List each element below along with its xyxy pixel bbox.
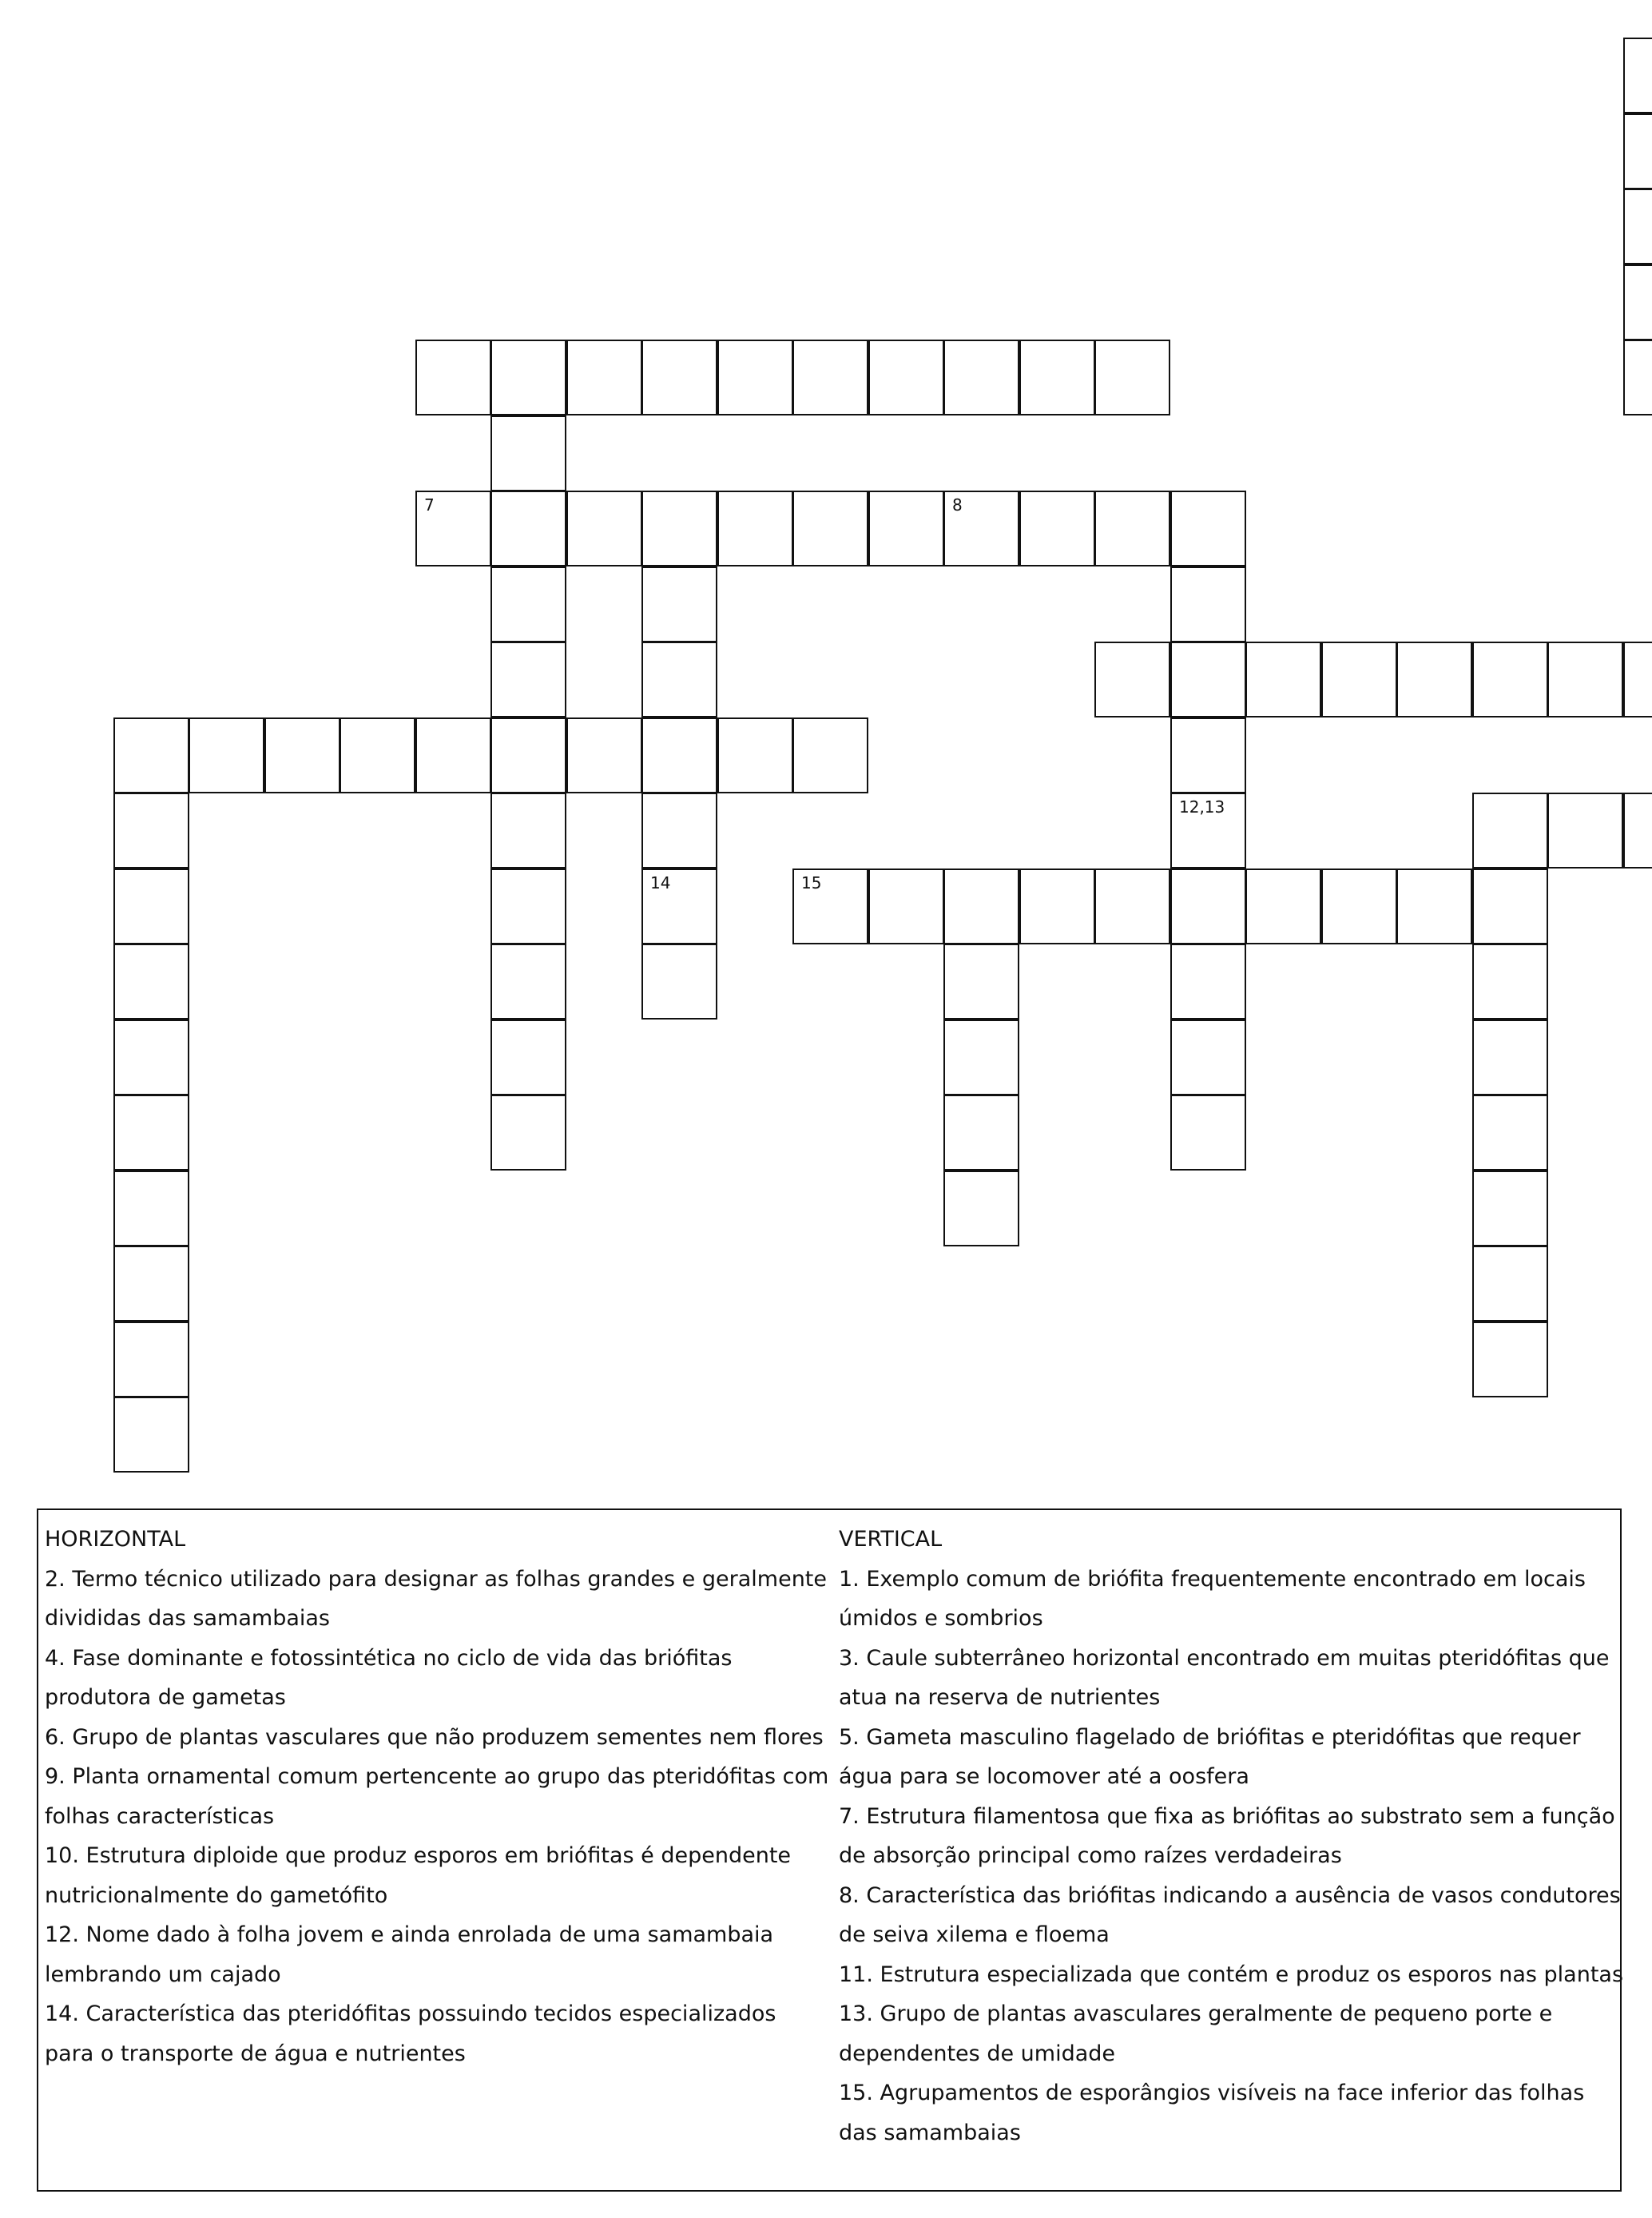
horizontal-clue-line: 10. Estrutura diploide que produz esporos em briófitas é dependente <box>45 1843 792 1868</box>
grid-cell[interactable] <box>415 491 491 566</box>
grid-cell[interactable] <box>868 491 944 566</box>
vertical-clue-line: de seiva xilema e floema <box>839 1922 1110 1947</box>
grid-cell[interactable] <box>490 793 566 869</box>
horizontal-clue-line: divididas das samambaias <box>45 1606 330 1631</box>
horizontal-clue-line: para o transporte de água e nutrientes <box>45 2041 466 2066</box>
grid-cell[interactable] <box>1321 869 1397 944</box>
grid-cell[interactable] <box>113 944 189 1020</box>
grid-cell[interactable] <box>1472 944 1548 1020</box>
grid-cell[interactable] <box>490 1020 566 1095</box>
grid-cell[interactable] <box>641 566 717 642</box>
grid-cell[interactable] <box>1094 642 1170 717</box>
vertical-clue-line: 3. Caule subterrâneo horizontal encontrado em muitas pteridófitas que <box>839 1645 1610 1671</box>
horizontal-clue-line: 14. Característica das pteridófitas possuindo tecidos especializados <box>45 2001 776 2026</box>
grid-cell[interactable] <box>641 869 717 944</box>
horizontal-heading: HORIZONTAL <box>45 1527 186 1552</box>
grid-cell[interactable] <box>1472 1246 1548 1322</box>
horizontal-clue-line: lembrando um cajado <box>45 1962 281 1987</box>
grid-cell[interactable] <box>1623 189 1652 264</box>
grid-cell[interactable] <box>1170 1095 1246 1171</box>
horizontal-clue-line: nutricionalmente do gametófito <box>45 1882 388 1908</box>
vertical-clue-line: 5. Gameta masculino flagelado de briófitas e pteridófitas que requer <box>839 1724 1581 1750</box>
grid-cell[interactable] <box>943 1095 1019 1171</box>
grid-cell[interactable] <box>641 717 717 793</box>
grid-cell[interactable] <box>1170 566 1246 642</box>
grid-cell[interactable] <box>943 1020 1019 1095</box>
grid-cell[interactable] <box>113 1171 189 1246</box>
vertical-clue-line: dependentes de umidade <box>839 2041 1116 2066</box>
horizontal-clues <box>45 1520 844 2073</box>
grid-cell[interactable] <box>1472 1095 1548 1171</box>
grid-cell[interactable] <box>1396 869 1472 944</box>
vertical-clue-line: água para se locomover até a oosfera <box>839 1764 1249 1789</box>
grid-cell[interactable] <box>113 717 189 793</box>
vertical-clues <box>839 1520 1638 2152</box>
grid-cell[interactable] <box>1472 642 1548 717</box>
horizontal-clue-line: 6. Grupo de plantas vasculares que não produzem sementes nem flores <box>45 1724 824 1750</box>
horizontal-clue-line: folhas características <box>45 1803 275 1829</box>
vertical-clue-line: 1. Exemplo comum de briófita frequentemente encontrado em locais <box>839 1566 1586 1592</box>
grid-cell[interactable] <box>943 491 1019 566</box>
grid-cell[interactable] <box>943 340 1019 415</box>
grid-cell[interactable] <box>1245 642 1321 717</box>
grid-cell[interactable] <box>868 869 944 944</box>
grid-cell[interactable] <box>1623 642 1652 717</box>
grid-cell[interactable] <box>566 340 642 415</box>
grid-cell[interactable] <box>113 869 189 944</box>
grid-cell[interactable] <box>717 340 793 415</box>
clue-number: 14 <box>650 873 671 892</box>
grid-cell[interactable] <box>490 717 566 793</box>
grid-cell[interactable] <box>490 944 566 1020</box>
grid-cell[interactable] <box>1170 642 1246 717</box>
clue-number: 8 <box>952 495 963 515</box>
grid-cell[interactable] <box>1170 1020 1246 1095</box>
grid-cell[interactable] <box>717 491 793 566</box>
vertical-clue-line: atua na reserva de nutrientes <box>839 1685 1161 1710</box>
grid-cell[interactable] <box>113 1095 189 1171</box>
grid-cell[interactable] <box>490 491 566 566</box>
grid-cell[interactable] <box>1170 717 1246 793</box>
clue-number: 7 <box>424 495 435 515</box>
grid-cell[interactable] <box>1245 869 1321 944</box>
grid-cell[interactable] <box>490 566 566 642</box>
grid-cell[interactable] <box>1094 340 1170 415</box>
grid-cell[interactable] <box>943 1171 1019 1246</box>
grid-cell[interactable] <box>113 1246 189 1322</box>
grid-cell[interactable] <box>1094 491 1170 566</box>
grid-cell[interactable] <box>717 717 793 793</box>
grid-cell[interactable] <box>1094 869 1170 944</box>
grid-cell[interactable] <box>868 340 944 415</box>
grid-cell[interactable] <box>1019 491 1095 566</box>
grid-cell[interactable] <box>1396 642 1472 717</box>
vertical-clue-line: de absorção principal como raízes verdadeiras <box>839 1843 1342 1868</box>
grid-cell[interactable] <box>641 944 717 1020</box>
vertical-clue-line: 8. Característica das briófitas indicando a ausência de vasos condutores <box>839 1882 1621 1908</box>
clues-box <box>37 1508 1622 2192</box>
grid-cell[interactable] <box>1170 944 1246 1020</box>
grid-cell[interactable] <box>1472 1322 1548 1397</box>
grid-cell[interactable] <box>1472 793 1548 869</box>
grid-cell[interactable] <box>189 717 264 793</box>
vertical-clue-line: 13. Grupo de plantas avasculares geralmente de pequeno porte e <box>839 2001 1553 2026</box>
grid-cell[interactable] <box>490 415 566 491</box>
grid-cell[interactable] <box>1623 264 1652 340</box>
vertical-clue-line: 15. Agrupamentos de esporângios visíveis na face inferior das folhas <box>839 2081 1585 2105</box>
grid-cell[interactable] <box>792 491 868 566</box>
grid-cell[interactable] <box>792 340 868 415</box>
vertical-clue-line: 7. Estrutura filamentosa que fixa as briófitas ao substrato sem a função <box>839 1803 1615 1829</box>
clue-number: 15 <box>801 873 822 892</box>
horizontal-clue-line: 12. Nome dado à folha jovem e ainda enrolada de uma samambaia <box>45 1922 774 1947</box>
grid-cell[interactable] <box>264 717 340 793</box>
clue-number: 12,13 <box>1179 797 1225 817</box>
grid-cell[interactable] <box>113 793 189 869</box>
grid-cell[interactable] <box>566 717 642 793</box>
horizontal-clue-line: 9. Planta ornamental comum pertencente ao grupo das pteridófitas com <box>45 1764 829 1789</box>
grid-cell[interactable] <box>1623 38 1652 113</box>
grid-cell[interactable] <box>1623 340 1652 415</box>
horizontal-clue-line: produtora de gametas <box>45 1685 286 1710</box>
grid-cell[interactable] <box>1321 642 1397 717</box>
grid-cell[interactable] <box>113 1020 189 1095</box>
grid-cell[interactable] <box>1019 340 1095 415</box>
vertical-clue-line: 11. Estrutura especializada que contém e produz os esporos nas plantas <box>839 1962 1624 1987</box>
grid-cell[interactable] <box>792 717 868 793</box>
grid-cell[interactable] <box>113 1397 189 1473</box>
grid-cell[interactable] <box>415 340 491 415</box>
grid-cell[interactable] <box>943 944 1019 1020</box>
grid-cell[interactable] <box>1623 113 1652 189</box>
grid-cell[interactable] <box>641 340 717 415</box>
grid-cell[interactable] <box>1170 491 1246 566</box>
grid-cell[interactable] <box>1547 793 1623 869</box>
vertical-clue-line: úmidos e sombrios <box>839 1606 1043 1631</box>
vertical-heading: VERTICAL <box>839 1527 943 1552</box>
grid-cell[interactable] <box>792 869 868 944</box>
grid-cell[interactable] <box>1170 869 1246 944</box>
grid-cell[interactable] <box>113 1322 189 1397</box>
grid-cell[interactable] <box>1623 793 1652 869</box>
grid-cell[interactable] <box>641 491 717 566</box>
grid-cell[interactable] <box>415 717 491 793</box>
grid-cell[interactable] <box>641 642 717 717</box>
grid-cell[interactable] <box>490 1095 566 1171</box>
horizontal-clue-line: 2. Termo técnico utilizado para designar as folhas grandes e geralmente <box>45 1566 828 1592</box>
grid-cell[interactable] <box>1547 642 1623 717</box>
grid-cell[interactable] <box>943 869 1019 944</box>
grid-cell[interactable] <box>1472 1020 1548 1095</box>
grid-cell[interactable] <box>1472 869 1548 944</box>
grid-cell[interactable] <box>490 642 566 717</box>
grid-cell[interactable] <box>566 491 642 566</box>
grid-cell[interactable] <box>490 340 566 415</box>
grid-cell[interactable] <box>1019 869 1095 944</box>
grid-cell[interactable] <box>641 793 717 869</box>
vertical-clue-line: das samambaias <box>839 2120 1021 2145</box>
grid-cell[interactable] <box>1170 793 1246 869</box>
grid-cell[interactable] <box>490 869 566 944</box>
horizontal-clue-line: 4. Fase dominante e fotossintética no ciclo de vida das briófitas <box>45 1645 733 1671</box>
grid-cell[interactable] <box>340 717 415 793</box>
grid-cell[interactable] <box>1472 1171 1548 1246</box>
